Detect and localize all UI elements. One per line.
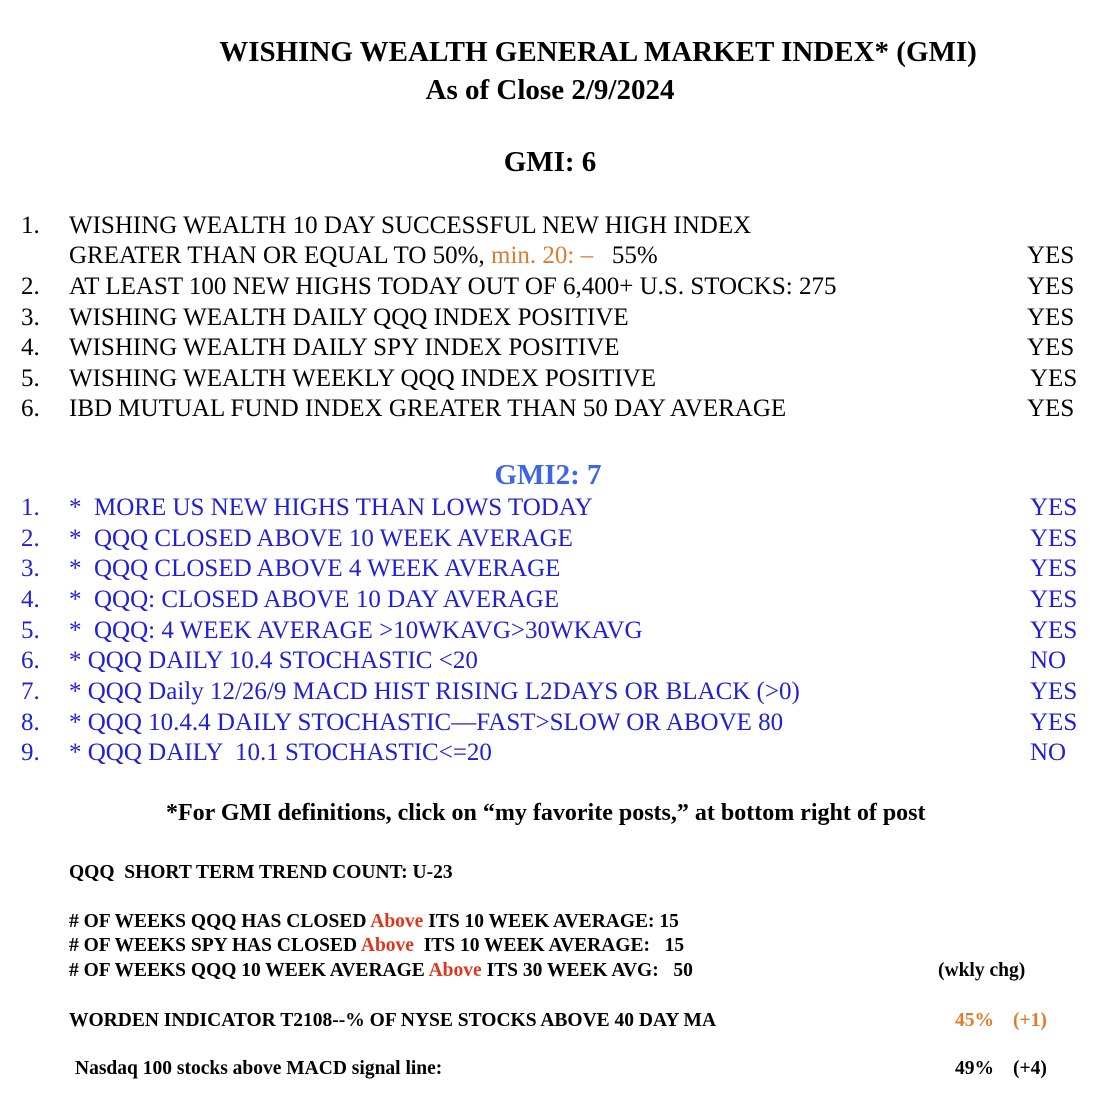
trend-text: ITS 10 WEEK AVERAGE: 15: [423, 911, 679, 932]
item-text: [69, 242, 658, 270]
index-value: 55%: [611, 242, 658, 269]
item-number: 7.: [21, 678, 40, 705]
weeks-spy-above-10wk: [69, 935, 684, 957]
nasdaq-macd-value: 49%: [955, 1058, 994, 1079]
item-result: NO: [1030, 647, 1067, 674]
item-number: 3.: [21, 304, 40, 331]
nasdaq-macd-change: (+4): [1013, 1058, 1047, 1079]
item-result: YES: [1027, 395, 1075, 422]
gmi2-item-4: [0, 586, 1108, 617]
gmi2-item-1: [0, 494, 1108, 525]
item-number: 2.: [21, 525, 40, 552]
item-text: * QQQ: CLOSED ABOVE 10 DAY AVERAGE: [69, 586, 560, 613]
weekly-change-label: (wkly chg): [938, 960, 1026, 981]
item-number: 5.: [21, 617, 40, 644]
item-result: YES: [1030, 586, 1078, 613]
above-label: Above: [370, 911, 424, 932]
item-text: AT LEAST 100 NEW HIGHS TODAY OUT OF 6,400+ U.S. STOCKS: 275: [69, 273, 837, 300]
item-text: * QQQ Daily 12/26/9 MACD HIST RISING L2DAYS OR BLACK (>0): [69, 678, 800, 705]
min-threshold: min. 20: –: [491, 242, 594, 269]
item-result: YES: [1030, 555, 1078, 582]
trend-text: # OF WEEKS SPY HAS CLOSED: [69, 935, 361, 956]
item-number: 1.: [21, 494, 40, 521]
item-text: * QQQ: 4 WEEK AVERAGE >10WKAVG>30WKAVG: [69, 617, 643, 644]
item-result: YES: [1030, 494, 1078, 521]
trend-text: # OF WEEKS QQQ HAS CLOSED: [69, 911, 371, 932]
item-number: 6.: [21, 647, 40, 674]
worden-indicator-value: 45%: [955, 1010, 994, 1031]
item-text: * QQQ 10.4.4 DAILY STOCHASTIC—FAST>SLOW OR ABOVE 80: [69, 709, 784, 736]
item-text: WISHING WEALTH DAILY SPY INDEX POSITIVE: [69, 334, 620, 361]
item-text: * QQQ CLOSED ABOVE 10 WEEK AVERAGE: [69, 525, 573, 552]
short-term-trend-count: QQQ SHORT TERM TREND COUNT: U-23: [69, 862, 453, 883]
item-result: YES: [1030, 709, 1078, 736]
item-result: YES: [1030, 617, 1078, 644]
item-number: 9.: [21, 739, 40, 766]
gmi2-item-8: [0, 709, 1108, 740]
item-text: IBD MUTUAL FUND INDEX GREATER THAN 50 DAY AVERAGE: [69, 395, 787, 422]
item-number: 2.: [21, 273, 40, 300]
gmi-definitions-note: *For GMI definitions, click on “my favorite posts,” at bottom right of post: [166, 800, 926, 826]
item-text: * QQQ DAILY 10.1 STOCHASTIC<=20: [69, 739, 492, 766]
trend-text: ITS 30 WEEK AVG: 50: [481, 960, 693, 981]
gmi2-item-5: [0, 617, 1108, 648]
item-number: 5.: [21, 365, 40, 392]
item-text: WISHING WEALTH DAILY QQQ INDEX POSITIVE: [69, 304, 629, 331]
worden-indicator-change: (+1): [1013, 1010, 1047, 1031]
item-text: * QQQ DAILY 10.4 STOCHASTIC <20: [69, 647, 478, 674]
item-number: 4.: [21, 586, 40, 613]
report-title: WISHING WEALTH GENERAL MARKET INDEX* (GMI): [219, 36, 977, 68]
item-result: NO: [1030, 739, 1067, 766]
gmi-item-3: [0, 304, 1108, 335]
above-label: Above: [360, 935, 414, 956]
item-result: YES: [1030, 525, 1078, 552]
gmi-item-2: [0, 273, 1108, 304]
trend-text: ITS 10 WEEK AVERAGE: 15: [413, 935, 685, 956]
item-text: * QQQ CLOSED ABOVE 4 WEEK AVERAGE: [69, 555, 561, 582]
item-number: 8.: [21, 709, 40, 736]
item-result: YES: [1030, 365, 1078, 392]
above-label: Above: [428, 960, 482, 981]
nasdaq-macd-label: Nasdaq 100 stocks above MACD signal line:: [75, 1058, 443, 1079]
gmi2-item-6: [0, 647, 1108, 678]
gmi-item-6: [0, 395, 1108, 426]
gmi-item-1-line2: [0, 242, 1108, 273]
gmi-heading: GMI: 6: [503, 146, 597, 178]
worden-indicator-label: WORDEN INDICATOR T2108--% OF NYSE STOCKS ABOVE 40 DAY MA: [69, 1010, 717, 1031]
item-result: YES: [1027, 242, 1075, 269]
gmi2-heading: GMI2: 7: [494, 459, 602, 491]
item-text: * MORE US NEW HIGHS THAN LOWS TODAY: [69, 494, 593, 521]
weeks-qqq-above-10wk: [69, 911, 679, 933]
item-result: YES: [1027, 304, 1075, 331]
gmi2-item-7: [0, 678, 1108, 709]
item-text: WISHING WEALTH 10 DAY SUCCESSFUL NEW HIGH INDEX: [69, 212, 752, 239]
weeks-qqq-10wk-above-30wk: [69, 960, 693, 982]
gmi-item-5: [0, 365, 1108, 396]
trend-text: # OF WEEKS QQQ 10 WEEK AVERAGE: [69, 960, 429, 981]
item-result: YES: [1027, 273, 1075, 300]
gmi2-item-3: [0, 555, 1108, 586]
item-result: YES: [1030, 678, 1078, 705]
gmi2-item-9: [0, 739, 1108, 770]
gmi2-item-2: [0, 525, 1108, 556]
gmi-item-4: [0, 334, 1108, 365]
item-number: 4.: [21, 334, 40, 361]
item-text-part: GREATER THAN OR EQUAL TO 50%,: [69, 242, 485, 269]
gmi-item-1: [0, 212, 1108, 243]
item-number: 1.: [21, 212, 40, 239]
report-date: As of Close 2/9/2024: [425, 74, 675, 106]
item-text: WISHING WEALTH WEEKLY QQQ INDEX POSITIVE: [69, 365, 656, 392]
item-result: YES: [1027, 334, 1075, 361]
item-number: 6.: [21, 395, 40, 422]
item-number: 3.: [21, 555, 40, 582]
